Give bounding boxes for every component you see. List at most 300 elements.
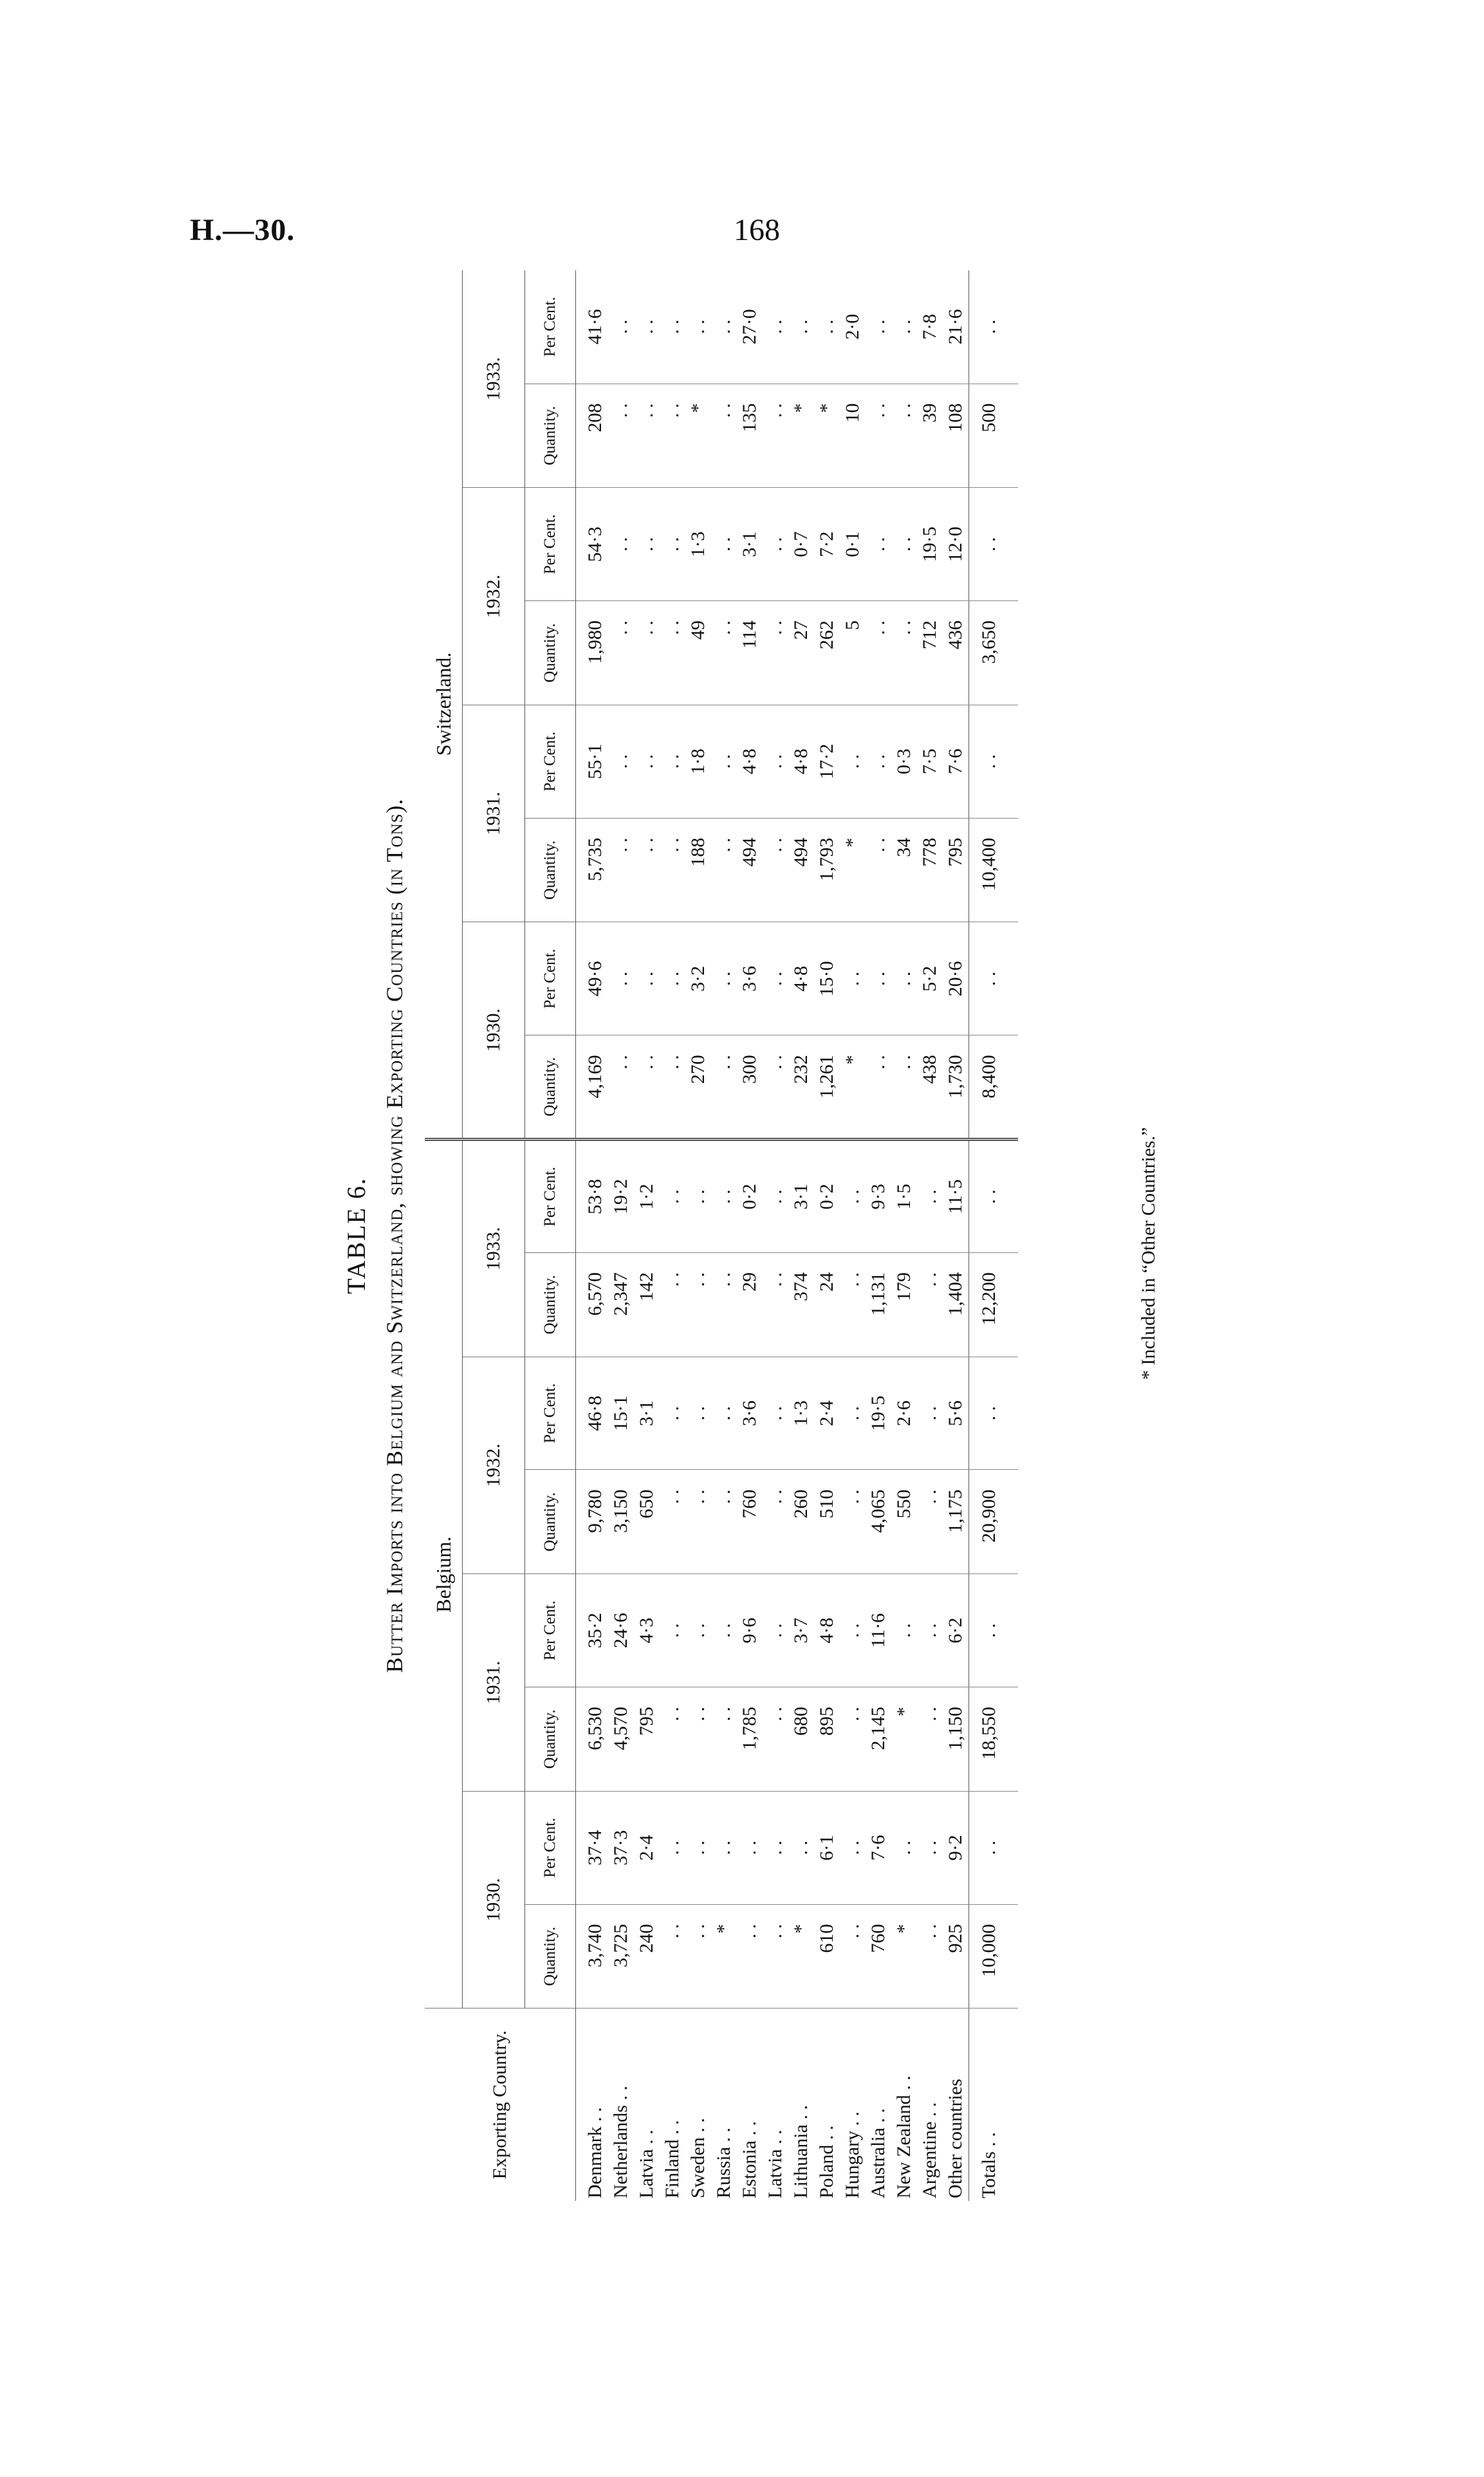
quantity-cell: . . <box>685 1252 711 1357</box>
per-cent-cell: 6·2 <box>943 1574 969 1687</box>
quantity-cell: . . <box>763 1252 788 1357</box>
per-cent-cell: . . <box>634 488 660 601</box>
quantity-cell: 10,400 <box>969 818 1010 922</box>
per-cent-cell: . . <box>969 488 1010 601</box>
quantity-cell: . . <box>763 1904 788 2009</box>
per-cent-cell: . . <box>763 488 788 601</box>
quantity-cell: * <box>814 384 840 488</box>
per-cent-cell: . . <box>660 922 685 1035</box>
year-header: 1932. <box>463 488 525 705</box>
year-header: 1930. <box>463 1791 525 2009</box>
page-number: 168 <box>734 213 780 247</box>
per-cent-cell: . . <box>711 488 737 601</box>
year-header: 1933. <box>463 1139 525 1357</box>
quantity-cell: 5 <box>840 601 866 705</box>
country-cell: Sweden . . <box>687 2118 709 2198</box>
country-cell: Netherlands . . <box>610 2086 631 2198</box>
quantity-cell: . . <box>660 1035 685 1140</box>
page-code: H.—30. <box>190 213 295 247</box>
spacer-cell <box>1009 2009 1018 2201</box>
quantity-cell: * <box>788 1904 814 2009</box>
per-cent-cell: . . <box>660 1139 685 1252</box>
quantity-cell: . . <box>763 601 788 705</box>
quantity-cell: 232 <box>788 1035 814 1140</box>
country-cell: Latvia . . <box>765 2129 786 2198</box>
quantity-cell: 1,980 <box>576 601 609 705</box>
per-cent-cell: 3·6 <box>737 922 763 1035</box>
quantity-cell: . . <box>840 1687 866 1792</box>
quantity-cell: . . <box>866 1035 891 1140</box>
per-cent-cell: . . <box>660 488 685 601</box>
quantity-cell: . . <box>634 818 660 922</box>
quantity-cell: 39 <box>917 384 943 488</box>
per-cent-cell: . . <box>969 1574 1010 1687</box>
per-cent-cell: . . <box>840 1139 866 1252</box>
per-cent-cell: . . <box>814 270 840 384</box>
per-cent-cell: 15·0 <box>814 922 840 1035</box>
per-cent-cell: . . <box>660 1791 685 1904</box>
per-cent-cell: 3·1 <box>634 1357 660 1470</box>
per-cent-cell: . . <box>763 1139 788 1252</box>
per-cent-cell: . . <box>608 705 634 818</box>
per-cent-cell: 3·6 <box>737 1357 763 1470</box>
per-cent-cell: 12·0 <box>943 488 969 601</box>
spacer-cell <box>1009 1139 1018 1252</box>
quantity-cell: 179 <box>891 1252 917 1357</box>
quantity-cell: 49 <box>685 601 711 705</box>
quantity-cell: 5,735 <box>576 818 609 922</box>
per-cent-cell: 1·2 <box>634 1139 660 1252</box>
country-cell: Latvia . . <box>636 2129 657 2198</box>
per-cent-cell: 0·1 <box>840 488 866 601</box>
country-cell: Poland . . <box>816 2125 837 2198</box>
quantity-cell: . . <box>608 1035 634 1140</box>
quantity-cell: 27 <box>788 601 814 705</box>
spacer-cell <box>1009 1252 1018 1357</box>
per-cent-cell: . . <box>917 1574 943 1687</box>
quantity-header: Quantity. <box>525 1035 576 1140</box>
per-cent-cell: 15·1 <box>608 1357 634 1470</box>
quantity-cell: 24 <box>814 1252 840 1357</box>
spacer-cell <box>1009 818 1018 922</box>
per-cent-cell: . . <box>763 705 788 818</box>
quantity-header: Quantity. <box>525 1904 576 2009</box>
bottom-spacer-row <box>1009 270 1018 2201</box>
per-cent-cell: 2·4 <box>634 1791 660 1904</box>
quantity-cell: . . <box>711 384 737 488</box>
quantity-cell: . . <box>763 818 788 922</box>
per-cent-cell: 19·2 <box>608 1139 634 1252</box>
quantity-cell: 438 <box>917 1035 943 1140</box>
rotated-table-block <box>341 257 1113 2214</box>
per-cent-cell: 7·8 <box>917 270 943 384</box>
quantity-cell: . . <box>866 384 891 488</box>
quantity-cell: * <box>788 384 814 488</box>
quantity-cell: 29 <box>737 1252 763 1357</box>
year-header-row <box>463 270 525 2201</box>
quantity-cell: . . <box>866 601 891 705</box>
per-cent-cell: 0·7 <box>788 488 814 601</box>
table-row <box>685 270 711 2201</box>
quantity-cell: . . <box>763 1035 788 1140</box>
per-cent-cell: 7·6 <box>866 1791 891 1904</box>
per-cent-cell: . . <box>711 270 737 384</box>
per-cent-cell: . . <box>917 1357 943 1470</box>
year-header: 1930. <box>463 922 525 1140</box>
table-row <box>840 270 866 2201</box>
quantity-cell: 3,150 <box>608 1470 634 1574</box>
quantity-cell: 1,261 <box>814 1035 840 1140</box>
per-cent-cell: 46·8 <box>576 1357 609 1470</box>
per-cent-cell: 0·2 <box>814 1139 840 1252</box>
per-cent-cell: . . <box>840 705 866 818</box>
per-cent-cell: 1·3 <box>685 488 711 601</box>
per-cent-cell: 5·2 <box>917 922 943 1035</box>
table-row <box>788 270 814 2201</box>
per-cent-cell: . . <box>969 1357 1010 1470</box>
spacer-cell <box>1009 705 1018 818</box>
spacer-cell <box>1009 922 1018 1035</box>
quantity-cell: 500 <box>969 384 1010 488</box>
quantity-cell: . . <box>840 1470 866 1574</box>
quantity-cell: 9,780 <box>576 1470 609 1574</box>
quantity-cell: . . <box>711 1687 737 1792</box>
quantity-cell: 300 <box>737 1035 763 1140</box>
per-cent-cell: . . <box>711 1139 737 1252</box>
quantity-cell: . . <box>660 601 685 705</box>
per-cent-cell: . . <box>711 1574 737 1687</box>
quantity-cell: . . <box>917 1470 943 1574</box>
table-title-text: Butter Imports into Belgium and Switzerland, showing Exporting Countries (in Tons). <box>382 798 407 1673</box>
per-cent-cell: . . <box>608 488 634 601</box>
per-cent-cell: . . <box>866 488 891 601</box>
year-header: 1933. <box>463 270 525 488</box>
per-cent-cell: 24·6 <box>608 1574 634 1687</box>
per-cent-cell: . . <box>840 1574 866 1687</box>
per-cent-cell: . . <box>969 922 1010 1035</box>
per-cent-header: Per Cent. <box>525 270 576 384</box>
quantity-cell: 3,740 <box>576 1904 609 2009</box>
totals-row <box>969 270 1010 2201</box>
per-cent-cell: 21·6 <box>943 270 969 384</box>
quantity-cell: . . <box>660 1904 685 2009</box>
per-cent-cell: 49·6 <box>576 922 609 1035</box>
quantity-cell: . . <box>840 1252 866 1357</box>
per-cent-cell: 53·8 <box>576 1139 609 1252</box>
table-row <box>943 270 969 2201</box>
per-cent-cell: . . <box>917 1791 943 1904</box>
per-cent-cell: 20·6 <box>943 922 969 1035</box>
per-cent-cell: . . <box>763 1357 788 1470</box>
quantity-header: Quantity. <box>525 1470 576 1574</box>
quantity-cell: . . <box>660 818 685 922</box>
per-cent-cell: . . <box>737 1791 763 1904</box>
per-cent-cell: . . <box>969 1139 1010 1252</box>
per-cent-cell: 9·6 <box>737 1574 763 1687</box>
per-cent-cell: . . <box>891 270 917 384</box>
quantity-cell: . . <box>917 1687 943 1792</box>
quantity-cell: . . <box>891 601 917 705</box>
butter-imports-table <box>425 270 1018 2201</box>
quantity-cell: . . <box>660 1252 685 1357</box>
quantity-cell: 260 <box>788 1470 814 1574</box>
country-cell: Finland . . <box>662 2120 683 2198</box>
per-cent-cell: . . <box>660 705 685 818</box>
per-cent-cell: 27·0 <box>737 270 763 384</box>
spacer-cell <box>1009 1687 1018 1792</box>
per-cent-cell: 0·3 <box>891 705 917 818</box>
per-cent-cell: 3·1 <box>737 488 763 601</box>
quantity-cell: * <box>891 1904 917 2009</box>
per-cent-header: Per Cent. <box>525 1574 576 1687</box>
quantity-cell: 650 <box>634 1470 660 1574</box>
per-cent-cell: 9·3 <box>866 1139 891 1252</box>
table-row <box>917 270 943 2201</box>
quantity-cell: 1,793 <box>814 818 840 922</box>
per-cent-cell: . . <box>634 270 660 384</box>
per-cent-cell: . . <box>891 1574 917 1687</box>
table-row <box>814 270 840 2201</box>
quantity-cell: 188 <box>685 818 711 922</box>
table-row <box>737 270 763 2201</box>
quantity-cell: 550 <box>891 1470 917 1574</box>
per-cent-cell: . . <box>711 705 737 818</box>
per-cent-cell: . . <box>634 705 660 818</box>
table-row <box>576 270 609 2201</box>
year-header: 1931. <box>463 705 525 922</box>
per-cent-cell: . . <box>763 1574 788 1687</box>
per-cent-cell: 3·2 <box>685 922 711 1035</box>
quantity-cell: 610 <box>814 1904 840 2009</box>
quantity-cell: 3,650 <box>969 601 1010 705</box>
table-row <box>763 270 788 2201</box>
quantity-header: Quantity. <box>525 818 576 922</box>
quantity-cell: 108 <box>943 384 969 488</box>
country-cell: Estonia . . <box>739 2121 760 2198</box>
per-cent-cell: . . <box>969 1791 1010 1904</box>
quantity-cell: . . <box>711 1470 737 1574</box>
per-cent-cell: . . <box>840 1791 866 1904</box>
per-cent-header: Per Cent. <box>525 705 576 818</box>
quantity-cell: . . <box>608 601 634 705</box>
quantity-cell: 4,169 <box>576 1035 609 1140</box>
quantity-cell: * <box>685 384 711 488</box>
quantity-cell: . . <box>917 1904 943 2009</box>
per-cent-cell: . . <box>969 270 1010 384</box>
per-cent-cell: 7·5 <box>917 705 943 818</box>
quantity-cell: 10,000 <box>969 1904 1010 2009</box>
exporting-country-header: Exporting Country. <box>425 2009 576 2201</box>
table-title <box>381 257 408 2214</box>
quantity-header: Quantity. <box>525 384 576 488</box>
per-cent-cell: 3·7 <box>788 1574 814 1687</box>
spacer-cell <box>1009 488 1018 601</box>
per-cent-header: Per Cent. <box>525 488 576 601</box>
quantity-cell: 760 <box>866 1904 891 2009</box>
group-header-belgium: Belgium. <box>425 1139 463 2008</box>
subheader-row <box>525 270 576 2201</box>
quantity-cell: 262 <box>814 601 840 705</box>
per-cent-cell: 41·6 <box>576 270 609 384</box>
quantity-cell: * <box>711 1904 737 2009</box>
quantity-cell: 1,404 <box>943 1252 969 1357</box>
spacer-cell <box>1009 270 1018 384</box>
per-cent-cell: . . <box>763 270 788 384</box>
quantity-cell: . . <box>763 1470 788 1574</box>
quantity-cell: 135 <box>737 384 763 488</box>
country-cell: Other countries <box>945 2079 966 2198</box>
table-row <box>891 270 917 2201</box>
quantity-cell: 1,150 <box>943 1687 969 1792</box>
footnote: * Included in “Other Countries.” <box>1138 1127 1159 1380</box>
quantity-header: Quantity. <box>525 601 576 705</box>
spacer-cell <box>1009 384 1018 488</box>
quantity-cell: 1,730 <box>943 1035 969 1140</box>
quantity-cell: * <box>840 1035 866 1140</box>
per-cent-cell: . . <box>788 270 814 384</box>
totals-label: Totals . . <box>969 2009 1010 2201</box>
per-cent-cell: 3·1 <box>788 1139 814 1252</box>
quantity-cell: 712 <box>917 601 943 705</box>
per-cent-cell: . . <box>608 270 634 384</box>
quantity-cell: 114 <box>737 601 763 705</box>
country-cell: Russia . . <box>713 2127 734 2198</box>
per-cent-cell: 37·3 <box>608 1791 634 1904</box>
per-cent-cell: 11·5 <box>943 1139 969 1252</box>
country-cell: Hungary . . <box>842 2111 863 2198</box>
quantity-cell: 795 <box>634 1687 660 1792</box>
table-number: TABLE 6. <box>342 1177 371 1294</box>
quantity-cell: 2,347 <box>608 1252 634 1357</box>
quantity-cell: . . <box>891 384 917 488</box>
per-cent-cell: 1·3 <box>788 1357 814 1470</box>
per-cent-cell: . . <box>866 270 891 384</box>
quantity-cell: 8,400 <box>969 1035 1010 1140</box>
per-cent-cell: . . <box>685 1139 711 1252</box>
per-cent-cell: . . <box>840 922 866 1035</box>
per-cent-cell: 7·6 <box>943 705 969 818</box>
per-cent-cell: . . <box>660 1357 685 1470</box>
quantity-header: Quantity. <box>525 1252 576 1357</box>
table-row <box>608 270 634 2201</box>
group-header-switzerland: Switzerland. <box>425 270 463 1139</box>
per-cent-cell: 19·5 <box>866 1357 891 1470</box>
per-cent-cell: . . <box>788 1791 814 1904</box>
quantity-cell: . . <box>763 1687 788 1792</box>
per-cent-cell: . . <box>969 705 1010 818</box>
quantity-cell: . . <box>634 601 660 705</box>
quantity-cell: 4,065 <box>866 1470 891 1574</box>
spacer-cell <box>1009 601 1018 705</box>
table-row <box>634 270 660 2201</box>
country-cell: Australia . . <box>867 2108 889 2198</box>
per-cent-cell: 4·8 <box>737 705 763 818</box>
spacer-cell <box>1009 1574 1018 1687</box>
quantity-cell: . . <box>634 384 660 488</box>
per-cent-cell: . . <box>891 922 917 1035</box>
quantity-cell: . . <box>711 1035 737 1140</box>
per-cent-cell: 17·2 <box>814 705 840 818</box>
quantity-cell: 20,900 <box>969 1470 1010 1574</box>
per-cent-cell: 6·1 <box>814 1791 840 1904</box>
per-cent-cell: 2·6 <box>891 1357 917 1470</box>
quantity-cell: 2,145 <box>866 1687 891 1792</box>
quantity-cell: 1,131 <box>866 1252 891 1357</box>
per-cent-cell: . . <box>660 1574 685 1687</box>
quantity-cell: . . <box>685 1687 711 1792</box>
quantity-cell: * <box>891 1687 917 1792</box>
table-row <box>866 270 891 2201</box>
per-cent-cell: . . <box>685 1574 711 1687</box>
country-cell: New Zealand . . <box>893 2075 914 2198</box>
per-cent-cell: 9·2 <box>943 1791 969 1904</box>
per-cent-cell: . . <box>711 1791 737 1904</box>
quantity-cell: . . <box>608 818 634 922</box>
per-cent-cell: 2·0 <box>840 270 866 384</box>
quantity-cell: 270 <box>685 1035 711 1140</box>
per-cent-cell: 4·8 <box>788 922 814 1035</box>
quantity-cell: 3,725 <box>608 1904 634 2009</box>
per-cent-cell: . . <box>891 1791 917 1904</box>
per-cent-cell: . . <box>660 270 685 384</box>
quantity-cell: . . <box>711 1252 737 1357</box>
per-cent-cell: 35·2 <box>576 1574 609 1687</box>
quantity-cell: * <box>840 818 866 922</box>
country-cell: Argentine . . <box>919 2102 940 2198</box>
per-cent-cell: . . <box>608 922 634 1035</box>
per-cent-cell: . . <box>840 1357 866 1470</box>
per-cent-cell: 7·2 <box>814 488 840 601</box>
quantity-cell: 925 <box>943 1904 969 2009</box>
per-cent-cell: . . <box>866 705 891 818</box>
per-cent-header: Per Cent. <box>525 1791 576 1904</box>
per-cent-cell: . . <box>634 922 660 1035</box>
quantity-cell: . . <box>763 384 788 488</box>
per-cent-cell: 1·8 <box>685 705 711 818</box>
quantity-cell: 374 <box>788 1252 814 1357</box>
quantity-cell: 795 <box>943 818 969 922</box>
per-cent-cell: . . <box>763 922 788 1035</box>
quantity-cell: . . <box>711 601 737 705</box>
quantity-cell: . . <box>660 384 685 488</box>
per-cent-cell: . . <box>917 1139 943 1252</box>
quantity-cell: 1,175 <box>943 1470 969 1574</box>
quantity-cell: 208 <box>576 384 609 488</box>
country-cell: Lithuania . . <box>790 2105 812 2198</box>
per-cent-cell: 4·3 <box>634 1574 660 1687</box>
quantity-cell: . . <box>917 1252 943 1357</box>
spacer-cell <box>1009 1470 1018 1574</box>
table-body <box>576 270 1019 2201</box>
per-cent-cell: . . <box>685 1791 711 1904</box>
per-cent-cell: 55·1 <box>576 705 609 818</box>
quantity-cell: 18,550 <box>969 1687 1010 1792</box>
per-cent-cell: 1·5 <box>891 1139 917 1252</box>
spacer-cell <box>1009 1791 1018 1904</box>
table-row <box>711 270 737 2201</box>
quantity-cell: . . <box>608 384 634 488</box>
quantity-cell: 680 <box>788 1687 814 1792</box>
quantity-cell: 6,570 <box>576 1252 609 1357</box>
spacer-cell <box>1009 1357 1018 1470</box>
quantity-cell: . . <box>660 1470 685 1574</box>
quantity-cell: 494 <box>788 818 814 922</box>
quantity-cell: . . <box>634 1035 660 1140</box>
quantity-cell: . . <box>685 1470 711 1574</box>
year-header: 1932. <box>463 1357 525 1574</box>
per-cent-cell: . . <box>711 1357 737 1470</box>
quantity-cell: 778 <box>917 818 943 922</box>
